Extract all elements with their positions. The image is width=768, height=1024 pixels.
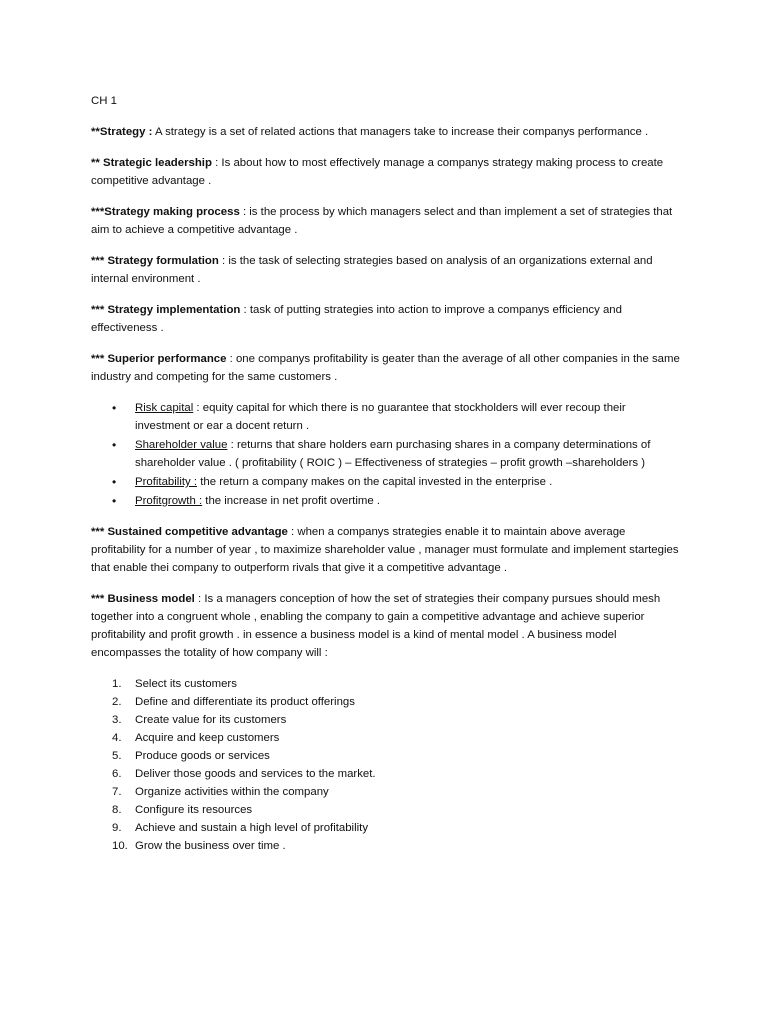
list-item	[91, 729, 681, 747]
definition-text: : task of putting strategies into action to improve a companys efficiency and effectiveness .	[91, 304, 622, 334]
list-text: Select its customers	[135, 678, 237, 690]
list-text: Achieve and sustain a high level of profitability	[135, 822, 369, 834]
list-number: 1.	[112, 678, 122, 690]
list-text: Produce goods or services	[135, 750, 270, 762]
definition-strategy-formulation	[91, 252, 681, 288]
bullet-icon: •	[112, 401, 117, 415]
definition-text: : when a companys strategies enable it to maintain above average profitability for a number of year , to maximize shareholder value , manager must formulate and implement startegies that enable thei company to outperform rivals that give it a competitive advantage .	[91, 526, 679, 574]
list-text: Grow the business over time .	[135, 840, 286, 852]
list-number: 9.	[112, 822, 122, 834]
list-text: Deliver those goods and services to the market.	[135, 768, 376, 780]
document-page	[91, 92, 681, 855]
list-item	[91, 765, 681, 783]
list-number: 2.	[112, 696, 122, 708]
list-text: Create value for its customers	[135, 714, 287, 726]
bullet-term: Shareholder value	[135, 439, 228, 451]
list-number: 10.	[112, 840, 128, 852]
list-number: 7.	[112, 786, 122, 798]
list-number: 3.	[112, 714, 122, 726]
performance-bullet-list	[91, 399, 681, 510]
list-item	[91, 783, 681, 801]
definition-text: : Is a managers conception of how the set of strategies their company pursues should mesh together into a congruent whole , enabling the company to gain a competitive advantage and achieve superior profitability and profit growth . in essence a business model is a kind of mental model . A business model encompasses the totality of how company will :	[91, 593, 661, 659]
definition-text: : is the task of selecting strategies based on analysis of an organizations external and internal environment .	[91, 255, 653, 285]
definition-strategic-leadership	[91, 154, 681, 190]
definition-term: ** Strategic leadership	[91, 157, 212, 169]
bullet-icon: •	[112, 475, 117, 489]
bullet-text: : equity capital for which there is no guarantee that stockholders will ever recoup their investment or ear a docent return .	[135, 402, 626, 432]
bullet-text: the return a company makes on the capital invested in the enterprise .	[197, 476, 553, 488]
list-item	[91, 801, 681, 819]
definition-strategy-making-process	[91, 203, 681, 239]
list-item-risk-capital	[91, 399, 681, 435]
definition-term: *** Strategy formulation	[91, 255, 219, 267]
list-number: 4.	[112, 732, 122, 744]
list-text: Configure its resources	[135, 804, 253, 816]
list-item	[91, 693, 681, 711]
list-text: Organize activities within the company	[135, 786, 329, 798]
definition-term: *** Business model	[91, 593, 195, 605]
definition-term: *** Superior performance	[91, 353, 227, 365]
definition-strategy	[91, 123, 681, 141]
list-item	[91, 837, 681, 855]
list-item-shareholder-value	[91, 436, 681, 472]
definition-term: ***Strategy making process	[91, 206, 240, 218]
definition-sustained-competitive-advantage	[91, 523, 681, 577]
bullet-term: Profitgrowth :	[135, 495, 203, 507]
chapter-heading: CH 1	[91, 95, 117, 107]
bullet-text: : returns that share holders earn purchasing shares in a company determinations of shareholder value . ( profitability ( ROIC ) – Effectiveness of strategies – profit growth –shareholders )	[135, 439, 651, 469]
list-item	[91, 675, 681, 693]
list-item-profitability	[91, 473, 681, 491]
list-number: 5.	[112, 750, 122, 762]
list-number: 6.	[112, 768, 122, 780]
business-model-steps-list	[91, 675, 681, 855]
definition-text: : is the process by which managers select and than implement a set of strategies that aim to achieve a competitive advantage .	[91, 206, 673, 236]
definition-superior-performance	[91, 350, 681, 386]
list-item-profitgrowth	[91, 492, 681, 510]
bullet-icon: •	[112, 494, 117, 508]
definition-term: *** Sustained competitive advantage	[91, 526, 288, 538]
list-text: Define and differentiate its product offerings	[135, 696, 355, 708]
definition-strategy-implementation	[91, 301, 681, 337]
definition-term: *** Strategy implementation	[91, 304, 241, 316]
definition-text: A strategy is a set of related actions that managers take to increase their companys performance .	[152, 126, 649, 138]
list-item	[91, 711, 681, 729]
bullet-term: Profitability :	[135, 476, 198, 488]
list-item	[91, 819, 681, 837]
definition-text: : Is about how to most effectively manage a companys strategy making process to create competitive advantage .	[91, 157, 664, 187]
definition-text: : one companys profitability is geater than the average of all other companies in the same industry and competing for the same customers .	[91, 353, 680, 383]
bullet-icon: •	[112, 438, 117, 452]
list-number: 8.	[112, 804, 122, 816]
bullet-text: the increase in net profit overtime .	[202, 495, 381, 507]
definition-term: **Strategy :	[91, 126, 153, 138]
bullet-term: Risk capital	[135, 402, 194, 414]
list-text: Acquire and keep customers	[135, 732, 280, 744]
list-item	[91, 747, 681, 765]
definition-business-model	[91, 590, 681, 662]
